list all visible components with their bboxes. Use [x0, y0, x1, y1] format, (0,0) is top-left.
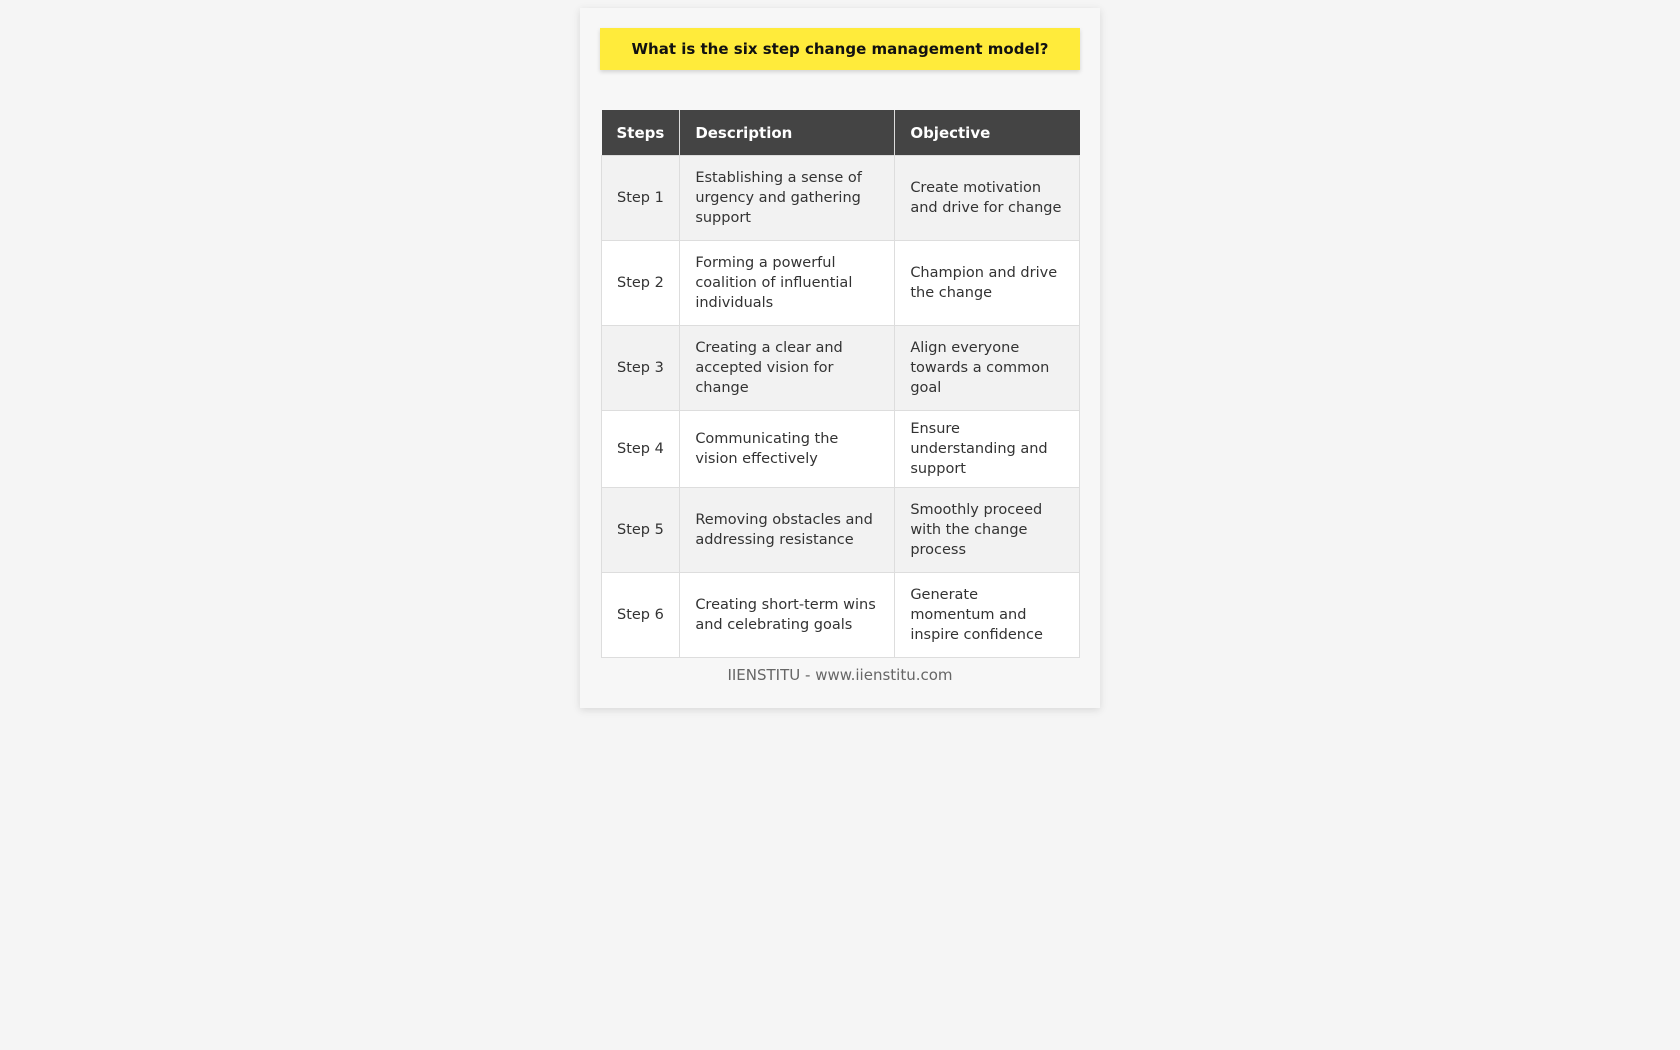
step-cell: Step 1 [602, 156, 680, 241]
table-row [602, 573, 1080, 658]
description-cell: Establishing a sense of urgency and gathering support [680, 156, 895, 241]
header-steps: Steps [602, 110, 680, 156]
step-cell: Step 6 [602, 573, 680, 658]
table-row [602, 488, 1080, 573]
table-row [602, 411, 1080, 488]
page-title: What is the six step change management model? [600, 28, 1080, 70]
table-header-row [602, 110, 1080, 156]
description-cell: Forming a powerful coalition of influential individuals [680, 241, 895, 326]
objective-cell: Smoothly proceed with the change process [895, 488, 1080, 573]
step-cell: Step 3 [602, 326, 680, 411]
step-cell: Step 5 [602, 488, 680, 573]
table-row [602, 156, 1080, 241]
objective-cell: Create motivation and drive for change [895, 156, 1080, 241]
objective-cell: Champion and drive the change [895, 241, 1080, 326]
objective-cell: Align everyone towards a common goal [895, 326, 1080, 411]
description-cell: Creating short-term wins and celebrating goals [680, 573, 895, 658]
step-cell: Step 4 [602, 411, 680, 488]
table-row [602, 241, 1080, 326]
objective-cell: Generate momentum and inspire confidence [895, 573, 1080, 658]
steps-table [601, 110, 1080, 658]
table-row [602, 326, 1080, 411]
description-cell: Creating a clear and accepted vision for change [680, 326, 895, 411]
header-description: Description [680, 110, 895, 156]
description-cell: Removing obstacles and addressing resistance [680, 488, 895, 573]
objective-cell: Ensure understanding and support [895, 411, 1080, 488]
footer-credit: IIENSTITU - www.iienstitu.com [727, 666, 953, 684]
content-card [580, 8, 1100, 708]
description-cell: Communicating the vision effectively [680, 411, 895, 488]
step-cell: Step 2 [602, 241, 680, 326]
header-objective: Objective [895, 110, 1080, 156]
